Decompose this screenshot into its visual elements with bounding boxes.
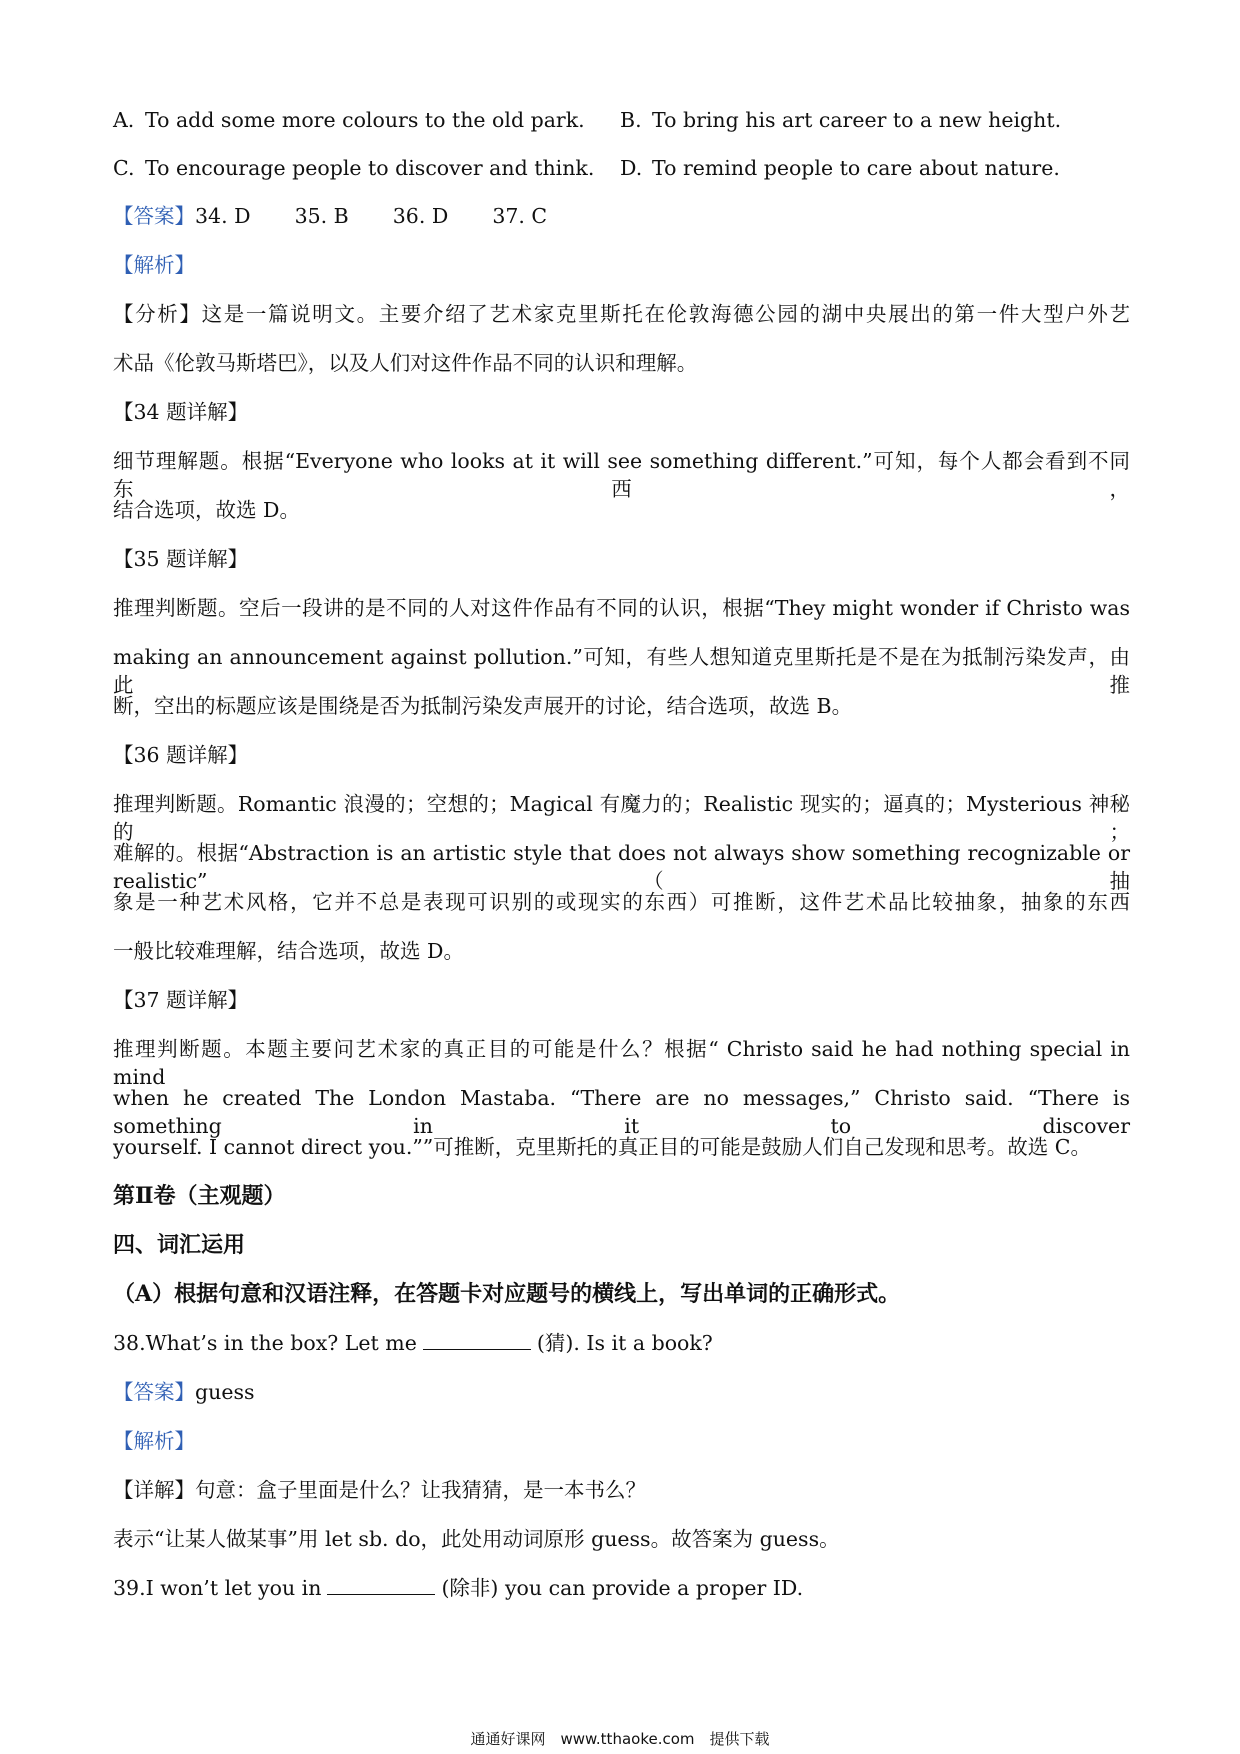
q36-heading: 【36 题详解】 xyxy=(113,743,249,767)
section-ii-title: 第Ⅱ卷（主观题） xyxy=(113,1183,286,1209)
option-a xyxy=(113,106,585,134)
q35-heading: 【35 题详解】 xyxy=(113,547,249,571)
q37-line-3: yourself. I cannot direct you.””可推断，克里斯托的真正目的可能是鼓励人们自己发现和思考。故选 C。 xyxy=(113,1135,1091,1159)
fenxi-line-2: 术品《伦敦马斯塔巴》，以及人们对这件作品不同的认识和理解。 xyxy=(113,351,698,375)
answer-item-34: 34. D xyxy=(195,204,251,228)
q35-line-2: making an announcement against pollution.”可知，有些人想知道克里斯托是不是在为抵制污染发声，由此推 xyxy=(113,645,1130,697)
option-a-text: To add some more colours to the old park. xyxy=(145,108,585,132)
q37-heading: 【37 题详解】 xyxy=(113,988,249,1012)
option-c-letter: C. xyxy=(113,156,135,180)
section-4-title: 四、词汇运用 xyxy=(113,1232,246,1258)
q36-line-4: 一般比较难理解，结合选项，故选 D。 xyxy=(113,939,464,963)
q36-line-1: 推理判断题。Romantic 浪漫的；空想的；Magical 有魔力的；Realistic 现实的；逼真的；Mysterious 神秘的； xyxy=(113,792,1130,844)
q38-text-after: (猜). Is it a book? xyxy=(536,1331,713,1355)
q39-text-before: 39.I won’t let you in xyxy=(113,1576,322,1600)
option-c xyxy=(113,154,594,182)
answer-item-35: 35. B xyxy=(294,204,349,228)
q36-line-3: 象是一种艺术风格，它并不总是表现可识别的或现实的东西）可推断，这件艺术品比较抽象，抽象的东西 xyxy=(113,890,1130,914)
q34-line-2: 结合选项，故选 D。 xyxy=(113,498,300,522)
q38-text-before: 38.What’s in the box? Let me xyxy=(113,1331,417,1355)
option-d-text: To remind people to care about nature. xyxy=(652,156,1060,180)
answer-label: 【答案】 xyxy=(113,204,195,228)
q39-question xyxy=(113,1574,803,1602)
q34-line-1: 细节理解题。根据“Everyone who looks at it will see something different.”可知，每个人都会看到不同 东西， xyxy=(113,449,1151,501)
q34-heading: 【34 题详解】 xyxy=(113,400,249,424)
answer-line-34-37 xyxy=(113,202,547,230)
q38-answer-line xyxy=(113,1378,255,1406)
answer-item-36: 36. D xyxy=(392,204,449,228)
q36-line-2: 难解的。根据“Abstraction is an artistic style that does not always show something recognizable or realistic”（抽 xyxy=(113,841,1130,893)
page-footer: 通通好课网 www.tthaoke.com 提供下载 xyxy=(470,1730,770,1748)
analysis-label: 【解析】 xyxy=(113,253,195,277)
option-b-text: To bring his art career to a new height. xyxy=(652,108,1062,132)
q38-detail-2: 表示“让某人做某事”用 let sb. do，此处用动词原形 guess。故答案为 guess。 xyxy=(113,1527,840,1551)
option-d-letter: D. xyxy=(620,156,643,180)
fenxi-line-1: 【分析】这是一篇说明文。主要介绍了艺术家克里斯托在伦敦海德公园的湖中央展出的第一件大型户外艺 xyxy=(113,302,1130,326)
option-d xyxy=(620,154,1060,182)
answer-item-37: 37. C xyxy=(492,204,548,228)
q38-analysis-label: 【解析】 xyxy=(113,1429,195,1453)
option-b-letter: B. xyxy=(620,108,642,132)
q38-answer: guess xyxy=(195,1380,255,1404)
q38-answer-label: 【答案】 xyxy=(113,1380,195,1404)
option-b xyxy=(620,106,1061,134)
q38-blank xyxy=(423,1331,531,1350)
q39-text-after: (除非) you can provide a proper ID. xyxy=(441,1576,804,1600)
option-a-letter: A. xyxy=(113,108,135,132)
option-c-text: To encourage people to discover and think. xyxy=(145,156,595,180)
q35-line-1: 推理判断题。空后一段讲的是不同的人对这件作品有不同的认识，根据“They might wonder if Christo was xyxy=(113,596,1130,620)
q38-question xyxy=(113,1329,713,1357)
q35-line-3: 断，空出的标题应该是围绕是否为抵制污染发声展开的讨论，结合选项，故选 B。 xyxy=(113,694,853,718)
section-a-instruction: （A）根据句意和汉语注释，在答题卡对应题号的横线上，写出单词的正确形式。 xyxy=(113,1281,901,1307)
q39-blank xyxy=(327,1576,435,1595)
q37-line-1: 推理判断题。本题主要问艺术家的真正目的可能是什么？根据“ Christo said he had nothing special in mind xyxy=(113,1037,1130,1089)
q37-line-2: when he created The London Mastaba. “There are no messages,” Christo said. “There is something in it to discover xyxy=(113,1086,1130,1138)
q38-detail-1: 【详解】句意：盒子里面是什么？让我猜猜，是一本书么？ xyxy=(113,1478,646,1502)
